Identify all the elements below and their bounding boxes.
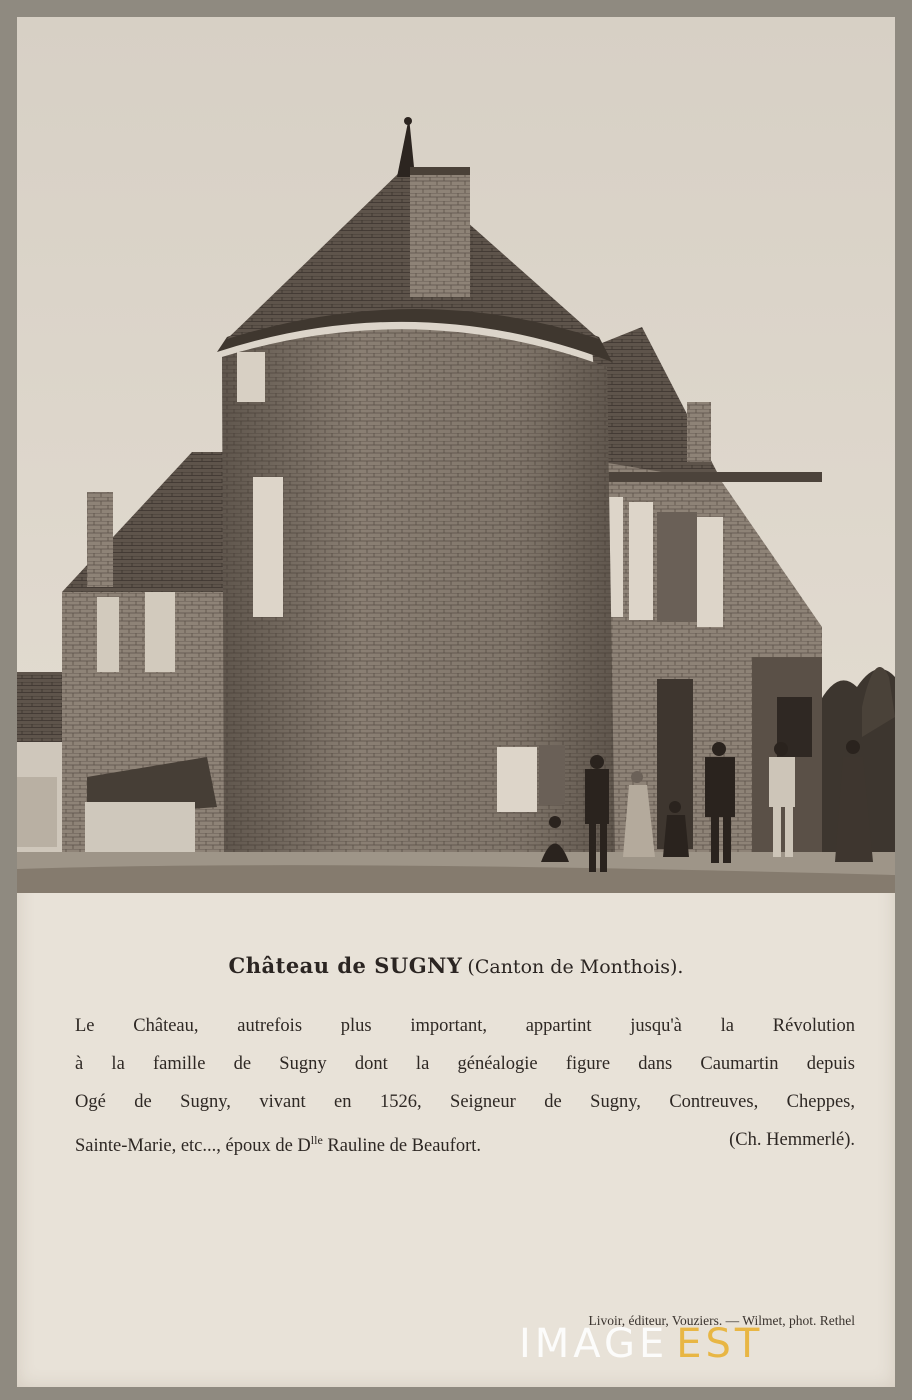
caption-subtitle: (Canton de Monthois). [467, 956, 684, 978]
caption-line-4-start: Sainte-Marie, etc..., époux de D [75, 1136, 311, 1157]
publisher-credit: Livoir, éditeur, Vouziers. — Wilmet, phot. Rethel [588, 1313, 855, 1328]
watermark-logo [519, 1321, 763, 1367]
watermark-part2: EST [676, 1321, 764, 1367]
caption-title-line [17, 953, 895, 978]
postcard [17, 17, 895, 1387]
caption-title: Château de SUGNY [228, 953, 463, 978]
chateau-photograph [17, 17, 895, 893]
left-wing [62, 452, 242, 852]
caption-line-1: Le Château, autrefois plus important, appartint jusqu'à la Révolution [75, 1016, 855, 1036]
caption-line-4 [75, 1121, 855, 1165]
caption-body [75, 1007, 855, 1165]
caption-line-4-sup: lle [310, 1133, 323, 1147]
caption-line-3: Ogé de Sugny, vivant en 1526, Seigneur de Sugny, Contreuves, Cheppes, [75, 1092, 855, 1112]
watermark-part1: IMAGE [519, 1321, 669, 1367]
caption-line-2: à la famille de Sugny dont la généalogie figure dans Caumartin depuis [75, 1054, 855, 1074]
caption-line-4-end: Rauline de Beaufort. [322, 1136, 482, 1157]
caption-line-4-text [75, 1121, 481, 1165]
caption-author: (Ch. Hemmerlé). [729, 1130, 855, 1150]
